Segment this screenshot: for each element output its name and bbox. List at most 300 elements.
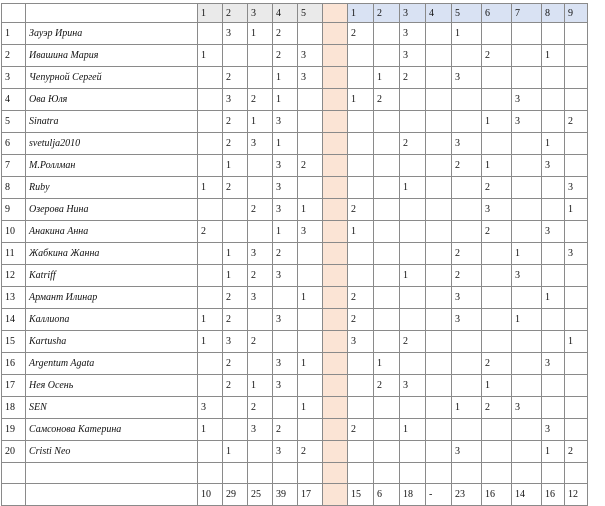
table-row <box>2 23 588 45</box>
score-cell: 2 <box>482 221 512 243</box>
separator-cell <box>323 397 348 419</box>
score-cell <box>452 89 482 111</box>
score-cell <box>273 331 298 353</box>
score-cell <box>512 221 542 243</box>
table-row <box>2 133 588 155</box>
header-group2-cell: 7 <box>512 4 542 23</box>
header-group1-cell: 2 <box>223 4 248 23</box>
score-cell: 2 <box>482 177 512 199</box>
participant-name: Kartusha <box>26 331 198 353</box>
score-cell: 2 <box>273 45 298 67</box>
score-cell: 3 <box>273 309 298 331</box>
score-cell: 1 <box>198 419 223 441</box>
score-cell: 3 <box>542 419 565 441</box>
score-cell <box>198 243 223 265</box>
score-cell: 3 <box>223 89 248 111</box>
score-cell: 2 <box>348 309 374 331</box>
score-cell <box>374 331 400 353</box>
score-cell: 2 <box>565 441 588 463</box>
score-cell: 2 <box>248 331 273 353</box>
score-cell <box>482 331 512 353</box>
score-cell <box>198 23 223 45</box>
score-cell: 3 <box>273 353 298 375</box>
score-cell: 3 <box>273 111 298 133</box>
separator-cell <box>323 67 348 89</box>
header-group2-cell: 5 <box>452 4 482 23</box>
score-cell <box>542 331 565 353</box>
header-group1-cell: 3 <box>248 4 273 23</box>
score-cell <box>565 375 588 397</box>
empty-cell <box>2 463 26 484</box>
total-cell: 17 <box>298 484 323 506</box>
separator-cell <box>323 4 348 23</box>
score-cell <box>400 441 426 463</box>
score-cell: 2 <box>348 419 374 441</box>
score-cell <box>565 353 588 375</box>
score-cell <box>565 23 588 45</box>
score-cell: 1 <box>198 309 223 331</box>
score-cell <box>512 177 542 199</box>
separator-cell <box>323 484 348 506</box>
participant-name: Жабкина Жанна <box>26 243 198 265</box>
score-cell <box>542 375 565 397</box>
table-row <box>2 287 588 309</box>
score-cell: 1 <box>482 155 512 177</box>
row-number: 20 <box>2 441 26 463</box>
score-cell <box>426 221 452 243</box>
score-cell <box>482 67 512 89</box>
score-cell <box>348 397 374 419</box>
score-cell: 2 <box>400 133 426 155</box>
score-cell <box>348 177 374 199</box>
score-cell <box>542 309 565 331</box>
score-cell <box>400 353 426 375</box>
score-cell: 2 <box>348 287 374 309</box>
score-cell <box>512 199 542 221</box>
score-cell: 2 <box>452 155 482 177</box>
score-cell <box>426 331 452 353</box>
score-cell <box>248 155 273 177</box>
score-cell <box>512 375 542 397</box>
score-cell: 2 <box>248 89 273 111</box>
empty-cell <box>273 463 298 484</box>
score-cell: 1 <box>273 89 298 111</box>
score-cell: 3 <box>273 441 298 463</box>
score-cell: 2 <box>223 67 248 89</box>
score-cell <box>426 441 452 463</box>
score-cell <box>512 23 542 45</box>
score-cell <box>374 155 400 177</box>
separator-cell <box>323 23 348 45</box>
participant-name: Sinatra <box>26 111 198 133</box>
score-cell: 2 <box>223 177 248 199</box>
score-cell <box>400 111 426 133</box>
row-number: 1 <box>2 23 26 45</box>
score-cell <box>198 89 223 111</box>
header-group2-cell: 6 <box>482 4 512 23</box>
score-cell <box>565 155 588 177</box>
score-cell <box>374 199 400 221</box>
row-number: 9 <box>2 199 26 221</box>
table-row <box>2 397 588 419</box>
score-cell <box>223 419 248 441</box>
participant-name: Ивашина Мария <box>26 45 198 67</box>
score-cell <box>426 199 452 221</box>
score-cell <box>374 221 400 243</box>
score-cell <box>198 199 223 221</box>
empty-cell <box>512 463 542 484</box>
score-cell: 2 <box>482 45 512 67</box>
score-cell <box>512 287 542 309</box>
score-cell <box>542 67 565 89</box>
header-group2-cell: 3 <box>400 4 426 23</box>
table-row <box>2 199 588 221</box>
score-cell <box>198 353 223 375</box>
header-group2-cell: 9 <box>565 4 588 23</box>
score-cell <box>298 133 323 155</box>
score-cell: 3 <box>273 375 298 397</box>
score-cell: 1 <box>198 177 223 199</box>
score-cell <box>374 441 400 463</box>
score-cell: 2 <box>400 67 426 89</box>
score-cell <box>374 45 400 67</box>
participant-name: Каллиопа <box>26 309 198 331</box>
score-cell: 3 <box>248 243 273 265</box>
score-cell <box>298 419 323 441</box>
total-cell: - <box>426 484 452 506</box>
score-cell: 1 <box>482 111 512 133</box>
score-cell: 3 <box>223 331 248 353</box>
score-cell <box>542 89 565 111</box>
score-cell <box>452 177 482 199</box>
score-cell: 3 <box>273 177 298 199</box>
separator-cell <box>323 155 348 177</box>
score-cell <box>348 111 374 133</box>
participant-name: Katriff <box>26 265 198 287</box>
header-group2-cell: 2 <box>374 4 400 23</box>
score-cell: 1 <box>452 397 482 419</box>
score-table <box>1 3 588 506</box>
empty-cell <box>426 463 452 484</box>
total-cell: 18 <box>400 484 426 506</box>
score-cell: 1 <box>400 177 426 199</box>
score-cell <box>374 397 400 419</box>
score-cell: 1 <box>273 133 298 155</box>
score-cell <box>298 111 323 133</box>
score-cell: 1 <box>542 133 565 155</box>
score-cell <box>374 265 400 287</box>
score-cell: 3 <box>400 45 426 67</box>
empty-cell <box>542 463 565 484</box>
score-cell <box>426 67 452 89</box>
table-row <box>2 375 588 397</box>
score-cell <box>426 375 452 397</box>
score-cell <box>298 89 323 111</box>
score-cell: 2 <box>223 375 248 397</box>
score-cell: 2 <box>348 199 374 221</box>
table-row <box>2 331 588 353</box>
score-cell <box>542 111 565 133</box>
score-cell: 1 <box>512 309 542 331</box>
separator-cell <box>323 89 348 111</box>
score-cell: 3 <box>298 67 323 89</box>
score-cell <box>273 287 298 309</box>
score-cell <box>512 45 542 67</box>
score-cell <box>542 265 565 287</box>
row-number: 19 <box>2 419 26 441</box>
score-cell: 2 <box>223 111 248 133</box>
score-cell <box>198 155 223 177</box>
score-cell <box>298 243 323 265</box>
score-cell: 2 <box>248 265 273 287</box>
score-cell: 2 <box>248 199 273 221</box>
participant-name: Нея Осень <box>26 375 198 397</box>
participant-name: SEN <box>26 397 198 419</box>
score-cell <box>426 23 452 45</box>
score-cell: 2 <box>198 221 223 243</box>
score-cell: 2 <box>452 243 482 265</box>
score-cell: 3 <box>452 309 482 331</box>
score-cell: 3 <box>512 397 542 419</box>
score-cell <box>400 243 426 265</box>
score-cell: 1 <box>542 45 565 67</box>
score-cell: 3 <box>452 133 482 155</box>
score-cell <box>426 111 452 133</box>
empty-cell <box>223 463 248 484</box>
score-cell <box>248 177 273 199</box>
score-cell: 2 <box>273 419 298 441</box>
total-cell: 23 <box>452 484 482 506</box>
row-number: 8 <box>2 177 26 199</box>
score-cell <box>374 309 400 331</box>
score-cell: 3 <box>512 111 542 133</box>
score-cell: 1 <box>565 331 588 353</box>
score-cell <box>198 287 223 309</box>
score-cell: 1 <box>542 287 565 309</box>
score-cell <box>248 221 273 243</box>
table-row <box>2 177 588 199</box>
score-cell <box>426 177 452 199</box>
score-cell: 2 <box>223 309 248 331</box>
score-cell <box>374 177 400 199</box>
header-group2-cell: 8 <box>542 4 565 23</box>
participant-name: Самсонова Катерина <box>26 419 198 441</box>
participant-name: Ова Юля <box>26 89 198 111</box>
table-row <box>2 265 588 287</box>
score-cell: 3 <box>273 265 298 287</box>
score-cell: 3 <box>198 397 223 419</box>
score-cell <box>482 89 512 111</box>
score-cell <box>452 353 482 375</box>
score-cell <box>565 45 588 67</box>
empty-cell <box>374 463 400 484</box>
participant-name: Озерова Нина <box>26 199 198 221</box>
score-cell: 2 <box>298 441 323 463</box>
table-row <box>2 89 588 111</box>
total-cell: 25 <box>248 484 273 506</box>
score-cell <box>426 309 452 331</box>
score-cell: 2 <box>482 397 512 419</box>
score-cell: 1 <box>248 111 273 133</box>
table-row <box>2 67 588 89</box>
table-row <box>2 45 588 67</box>
score-cell: 1 <box>198 45 223 67</box>
score-cell <box>512 441 542 463</box>
score-cell <box>452 375 482 397</box>
score-cell: 1 <box>348 221 374 243</box>
row-number: 3 <box>2 67 26 89</box>
score-cell <box>426 243 452 265</box>
separator-cell <box>323 287 348 309</box>
score-cell: 3 <box>542 155 565 177</box>
score-cell: 3 <box>452 287 482 309</box>
score-cell <box>223 45 248 67</box>
score-table-body <box>2 4 588 506</box>
total-cell: 29 <box>223 484 248 506</box>
score-cell: 2 <box>565 111 588 133</box>
participant-name: Ruby <box>26 177 198 199</box>
score-cell <box>348 441 374 463</box>
separator-cell <box>323 353 348 375</box>
score-cell: 3 <box>273 155 298 177</box>
score-cell <box>348 45 374 67</box>
participant-name: Зауэр Ирина <box>26 23 198 45</box>
score-cell <box>426 287 452 309</box>
table-row <box>2 419 588 441</box>
header-group2-cell: 1 <box>348 4 374 23</box>
participant-name: Анакина Анна <box>26 221 198 243</box>
separator-cell <box>323 331 348 353</box>
score-cell <box>273 397 298 419</box>
score-cell <box>565 265 588 287</box>
score-cell: 3 <box>248 133 273 155</box>
score-cell <box>298 177 323 199</box>
score-cell: 2 <box>348 23 374 45</box>
row-number: 13 <box>2 287 26 309</box>
score-cell: 3 <box>542 221 565 243</box>
score-cell: 2 <box>400 331 426 353</box>
score-cell: 2 <box>223 353 248 375</box>
total-cell: 16 <box>482 484 512 506</box>
score-cell <box>198 265 223 287</box>
score-cell <box>298 331 323 353</box>
score-cell: 1 <box>298 397 323 419</box>
score-cell <box>426 265 452 287</box>
score-cell <box>512 155 542 177</box>
score-cell <box>482 441 512 463</box>
score-cell: 3 <box>400 375 426 397</box>
score-cell: 2 <box>452 265 482 287</box>
score-cell <box>348 243 374 265</box>
score-cell <box>248 441 273 463</box>
score-cell <box>248 45 273 67</box>
score-cell <box>426 133 452 155</box>
score-cell <box>248 67 273 89</box>
score-cell <box>348 133 374 155</box>
score-cell <box>348 265 374 287</box>
score-cell <box>542 177 565 199</box>
score-cell <box>374 243 400 265</box>
score-cell <box>298 375 323 397</box>
score-cell: 1 <box>374 67 400 89</box>
score-cell: 3 <box>248 287 273 309</box>
score-cell: 1 <box>298 199 323 221</box>
score-cell <box>512 353 542 375</box>
blank-row <box>2 463 588 484</box>
empty-cell <box>565 463 588 484</box>
separator-cell <box>323 419 348 441</box>
score-cell <box>565 419 588 441</box>
score-cell: 2 <box>374 89 400 111</box>
separator-cell <box>323 441 348 463</box>
total-cell: 39 <box>273 484 298 506</box>
empty-cell <box>248 463 273 484</box>
table-row <box>2 111 588 133</box>
score-cell <box>565 133 588 155</box>
separator-cell <box>323 199 348 221</box>
score-cell <box>512 419 542 441</box>
row-number: 11 <box>2 243 26 265</box>
score-cell <box>512 67 542 89</box>
score-cell: 1 <box>248 375 273 397</box>
header-group1-cell: 5 <box>298 4 323 23</box>
total-cell: 10 <box>198 484 223 506</box>
score-cell: 1 <box>223 441 248 463</box>
score-cell <box>512 133 542 155</box>
score-cell <box>348 375 374 397</box>
separator-cell <box>323 177 348 199</box>
header-group2-cell: 4 <box>426 4 452 23</box>
score-cell: 3 <box>512 265 542 287</box>
score-cell: 1 <box>273 221 298 243</box>
score-cell <box>452 331 482 353</box>
total-cell: 16 <box>542 484 565 506</box>
score-cell <box>565 67 588 89</box>
score-cell <box>542 243 565 265</box>
score-cell <box>565 397 588 419</box>
empty-cell <box>26 484 198 506</box>
total-cell: 14 <box>512 484 542 506</box>
score-cell: 1 <box>400 265 426 287</box>
separator-cell <box>323 375 348 397</box>
table-row <box>2 243 588 265</box>
score-cell: 2 <box>374 375 400 397</box>
score-cell: 2 <box>248 397 273 419</box>
score-cell: 1 <box>273 67 298 89</box>
score-cell <box>374 111 400 133</box>
score-cell <box>348 353 374 375</box>
score-cell <box>482 287 512 309</box>
score-cell: 1 <box>348 89 374 111</box>
row-number: 12 <box>2 265 26 287</box>
separator-cell <box>323 309 348 331</box>
score-cell: 1 <box>223 155 248 177</box>
score-cell <box>400 89 426 111</box>
score-cell: 3 <box>482 199 512 221</box>
score-cell <box>512 331 542 353</box>
score-cell: 1 <box>565 199 588 221</box>
separator-cell <box>323 243 348 265</box>
score-cell <box>482 309 512 331</box>
score-cell <box>426 45 452 67</box>
score-cell <box>298 23 323 45</box>
score-cell: 3 <box>223 23 248 45</box>
row-number: 2 <box>2 45 26 67</box>
score-cell <box>565 221 588 243</box>
score-cell <box>542 199 565 221</box>
row-number: 6 <box>2 133 26 155</box>
table-row <box>2 353 588 375</box>
